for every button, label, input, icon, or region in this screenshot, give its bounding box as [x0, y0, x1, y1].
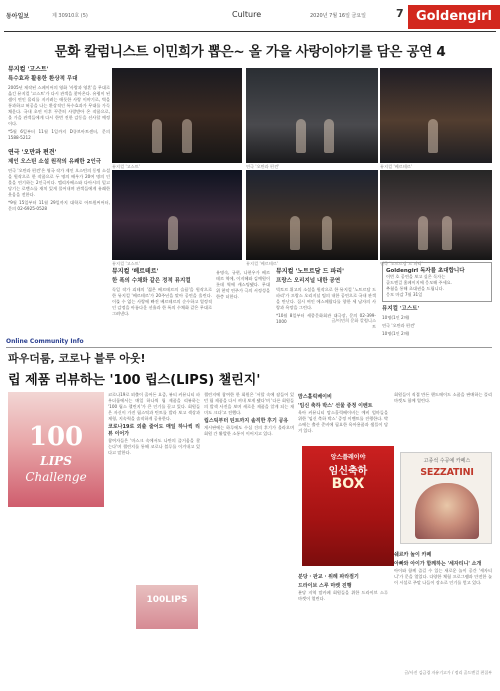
stage-photo-1: [112, 68, 242, 163]
stage-photo-5: [246, 170, 378, 260]
online-kicker: 파우더룸, 코로나 블루 아웃!: [8, 352, 146, 365]
photo-caption-6: 연극 '노트르담 드 파리': [380, 261, 423, 266]
show-body-pride: 연극 '오만과 편견'은 영국 작가 제인 오스틴의 동명 소설을 원작으로 한 작품으로 두 명의 배우가 20여 명의 인물을 연기하는 2인극이다. 엘리자베스와 다아시의 밀고 당기는 로맨스를 재치 있게 풀어내며 관객들에게 유쾌한 웃음을 전한다.: [8, 168, 110, 197]
invitation-show-title: 뮤지컬 '고스트': [382, 306, 420, 312]
invitation-box: [382, 262, 492, 302]
online-subhead: '임신 축하 박스' 선물 증정 이벤트: [298, 403, 373, 409]
section-label-online: Online Community Info: [6, 338, 84, 345]
page-footer: 글/사진 김금경 자유기고가 / 정리 골드엔걸 편집부: [404, 670, 492, 675]
poster-heading: 임신축하: [328, 466, 368, 477]
show-subhead-ghost: 특수효과 활용한 환상적 무대: [8, 76, 78, 82]
article-column-3: [216, 268, 270, 300]
section-label: Culture: [232, 10, 262, 19]
show-body-notre-dame: 빅토르 위고의 소설을 원작으로 한 뮤지컬 '노트르담 드 파리'가 프랑스 오리지널 팀의 내한 공연으로 국내 관객을 만난다. 집시 여인 에스메랄다를 향한 세 남자의 사랑과 욕망을 그린다.: [276, 287, 376, 310]
stage-photo-2: [246, 68, 378, 163]
stage-photo-3: [380, 68, 492, 163]
show-title-pride: 연극 '오만과 편견': [8, 149, 57, 156]
show-subhead-pride: 제인 오스틴 소설 원작의 유쾌한 2인극: [8, 159, 102, 165]
show-subhead-notre-dame: 프랑스 오리지널 내한 공연: [276, 278, 341, 284]
poster-word: LIPS: [40, 454, 72, 468]
invitation-title: Goldengirl 독자를 초대합니다: [386, 268, 465, 274]
show-title-werther: 뮤지컬 '베르테르': [112, 268, 159, 275]
online-subhead: 코로나19로 외출 줄어도 매일 하나씩 리뷰 이어가: [108, 424, 200, 437]
article-column-4: [276, 268, 376, 325]
online-body: 분당 지역 맘카페 회원들을 위한 드라이브 스루 마켓이 열린다.: [298, 590, 388, 601]
show-info-notre-dame: *10월 8일부터 세종문화회관 대극장, 문의 02-399-1000: [276, 313, 376, 324]
online-body: 게시판에는 하루에도 수십 건의 후기가 올라오며 회원 간 활발한 소통이 이어지고 있다.: [204, 425, 294, 436]
online-community-name: 쉐르카 놀이 카페: [394, 552, 432, 558]
pregnancy-box-poster: [302, 446, 394, 566]
online-subhead: 드라이브 스루 마켓 진행: [298, 583, 352, 589]
sezzatini-poster: [400, 452, 492, 544]
online-column-b: [204, 392, 294, 437]
online-body: 코로나19로 외출이 줄어든 요즘, 뷰티 커뮤니티 파우더룸에서는 매일 하나씩 립 제품을 리뷰하는 '100 립스 챌린지'가 큰 인기를 끌고 있다. 회원들은 자신이 가진 립스틱과 틴트를 발라 보고 색상과 제형, 지속력을 솔직하게 공유한다.: [108, 392, 200, 421]
show-title-ghost: 뮤지컬 '고스트': [8, 66, 49, 73]
online-headline: [8, 350, 382, 388]
invitation-line: 이번 호 공연을 보고 싶은 독자는: [386, 274, 446, 279]
photo-caption-2: 연극 '오만과 편견': [246, 164, 280, 169]
show-body-werther-cont: 유명숙, 규현, 나현우가 베르테르 역에, 이지혜와 김예원이 롯데 역에 캐스팅됐다. 무대 위 현악 연주가 극의 서정성을 한층 더한다.: [216, 270, 270, 299]
online-column-c2: [298, 572, 388, 602]
online-body: 아이와 함께 즐길 수 있는 새로운 놀이 공간 '세자티니'가 문을 열었다. 다양한 체험 프로그램과 안전한 놀이 시설로 주말 나들이 장소로 인기를 얻고 있다.: [394, 568, 492, 585]
page-header: [4, 4, 496, 32]
lips-mini-poster: [136, 585, 198, 629]
photo-caption-4: 뮤지컬 '고스트': [112, 261, 140, 266]
online-subhead: 분당 · 판교 · 위례 파라점기: [298, 574, 359, 580]
online-body: 챌린지에 참여한 한 회원은 '서랍 속에 잠들어 있던 립 제품을 다시 꺼내 보게 됐다'며 '다른 회원들의 발색 사진을 보며 새로운 제품을 알게 되는 재미도 크다'고 전했다.: [204, 392, 294, 415]
article-column-1: [8, 66, 110, 212]
online-column-d: [394, 392, 492, 404]
online-body: 참여자들은 '마스크 속에서도 나만의 즐거움을 찾는다'며 챌린지를 통해 코로나 블루를 이겨내고 있다고 말한다.: [108, 438, 200, 455]
invitation-detail: 연극 '오만과 편견': [382, 323, 416, 328]
online-subhead: 아빠와 아이가 함께하는 '세자티니' 소개: [394, 561, 482, 567]
issue-number: 제 30910호 (5): [52, 13, 88, 19]
poster-number: 100: [28, 422, 84, 452]
poster-caption: 고종석 수공예 카페스: [423, 458, 471, 464]
lips-challenge-poster: [8, 392, 104, 507]
page-number: 7: [396, 7, 404, 20]
invitation-line: 골드엔걸 홈페이지에 응모해 주세요.: [386, 280, 453, 285]
photo-caption-1: 뮤지컬 '고스트': [112, 164, 140, 169]
show-info-ghost: *5월 6일부터 11월 1일까지 D큐브아트센터, 문의 1588-5212: [8, 129, 110, 140]
online-subhead: 립스틱부터 틴트까지 솔직한 후기 공유: [204, 418, 289, 424]
online-community-name: 맘스홀릭베이비: [298, 394, 332, 400]
article-column-2: [112, 268, 212, 317]
poster-subword: Challenge: [25, 470, 87, 484]
show-info-pride: *9월 15일부터 11월 29일까지 대학로 아트원씨어터, 문의 02-6925-0528: [8, 200, 110, 211]
online-column-d2: [394, 550, 492, 586]
show-title-notre-dame: 뮤지컬 '노트르담 드 파리': [276, 268, 344, 275]
show-body-ghost: 2005년 제작된 스페이어의 영화 '사랑과 영혼'을 무대로 옮긴 뮤지컬 '고스트'가 다시 관객을 찾아온다. 유령이 된 샘이 연인 몰리를 지키려는 애틋한 사랑 이야기로, 벽을 통과하고 허공을 나는 환상적인 특수효과가 무대를 가득 채운다. 국내 초연 이후 꾸준히 사랑받아 온 작품으로, 올 가을 관객들에게 다시 한번 진한 감동을 선사할 예정이다.: [8, 85, 110, 126]
poster-figure: [415, 483, 479, 539]
publication-date: 2020년 7월 16일 금요일: [310, 13, 367, 19]
invitation-line: 응모 마감 7월 31일: [386, 292, 423, 297]
poster-brand: 앙스플레이야: [330, 454, 366, 461]
poster-title: SEZZATINI: [420, 467, 474, 478]
invitation-line: 추첨을 통해 초대권을 드립니다.: [386, 286, 444, 291]
online-body: 육아 커뮤니티 맘스홀릭베이비는 예비 엄마들을 위한 '임신 축하 박스' 증정 이벤트를 진행한다. 박스에는 출산 준비에 필요한 육아용품과 샘플이 담겨 있다.: [298, 410, 388, 433]
photo-caption-5: 뮤지컬 '베르테르': [246, 261, 278, 266]
invitation-detail: 10명(1인 2매): [382, 315, 410, 320]
online-title: 립 제품 리뷰하는 '100 립스(LIPS) 챌린지': [8, 373, 261, 388]
show-body-werther: 독일 작가 괴테의 '젊은 베르테르의 슬픔'을 원작으로 한 뮤지컬 '베르테르'가 20주년을 맞아 공연을 올린다. 이룰 수 없는 사랑에 빠진 베르테르의 순수하고 열정적인 감정을 아름다운 선율과 한 폭의 수채화 같은 무대로 그려낸다.: [112, 287, 212, 316]
photo-caption-3: 뮤지컬 '베르테르': [380, 164, 412, 169]
show-subhead-werther: 한 폭의 수채화 같은 정적 뮤지컬: [112, 278, 191, 284]
author-byline: 글/이민희 문화 칼럼니스트: [331, 318, 376, 329]
main-headline: 문화 칼럼니스트 이민희가 뽑은~ 올 가을 사랑이야기를 담은 공연 4: [54, 44, 446, 60]
online-column-a: [108, 392, 200, 456]
online-body: 회원들이 직접 만든 핸드메이드 소품을 판매하는 플리마켓도 함께 열린다.: [394, 392, 492, 403]
stage-photo-6: [380, 170, 492, 260]
online-column-c: [298, 392, 388, 434]
mini-poster-text: 100LIPS: [146, 595, 188, 605]
brand-logo: Goldengirl: [408, 5, 500, 29]
section-bar-online: [6, 336, 492, 348]
invitation-column: [382, 262, 492, 337]
invitation-detail: 10명(1인 2매): [382, 331, 410, 336]
newspaper-name: 동아일보: [6, 13, 30, 20]
stage-photo-4: [112, 170, 242, 260]
poster-box-word: BOX: [331, 476, 365, 492]
